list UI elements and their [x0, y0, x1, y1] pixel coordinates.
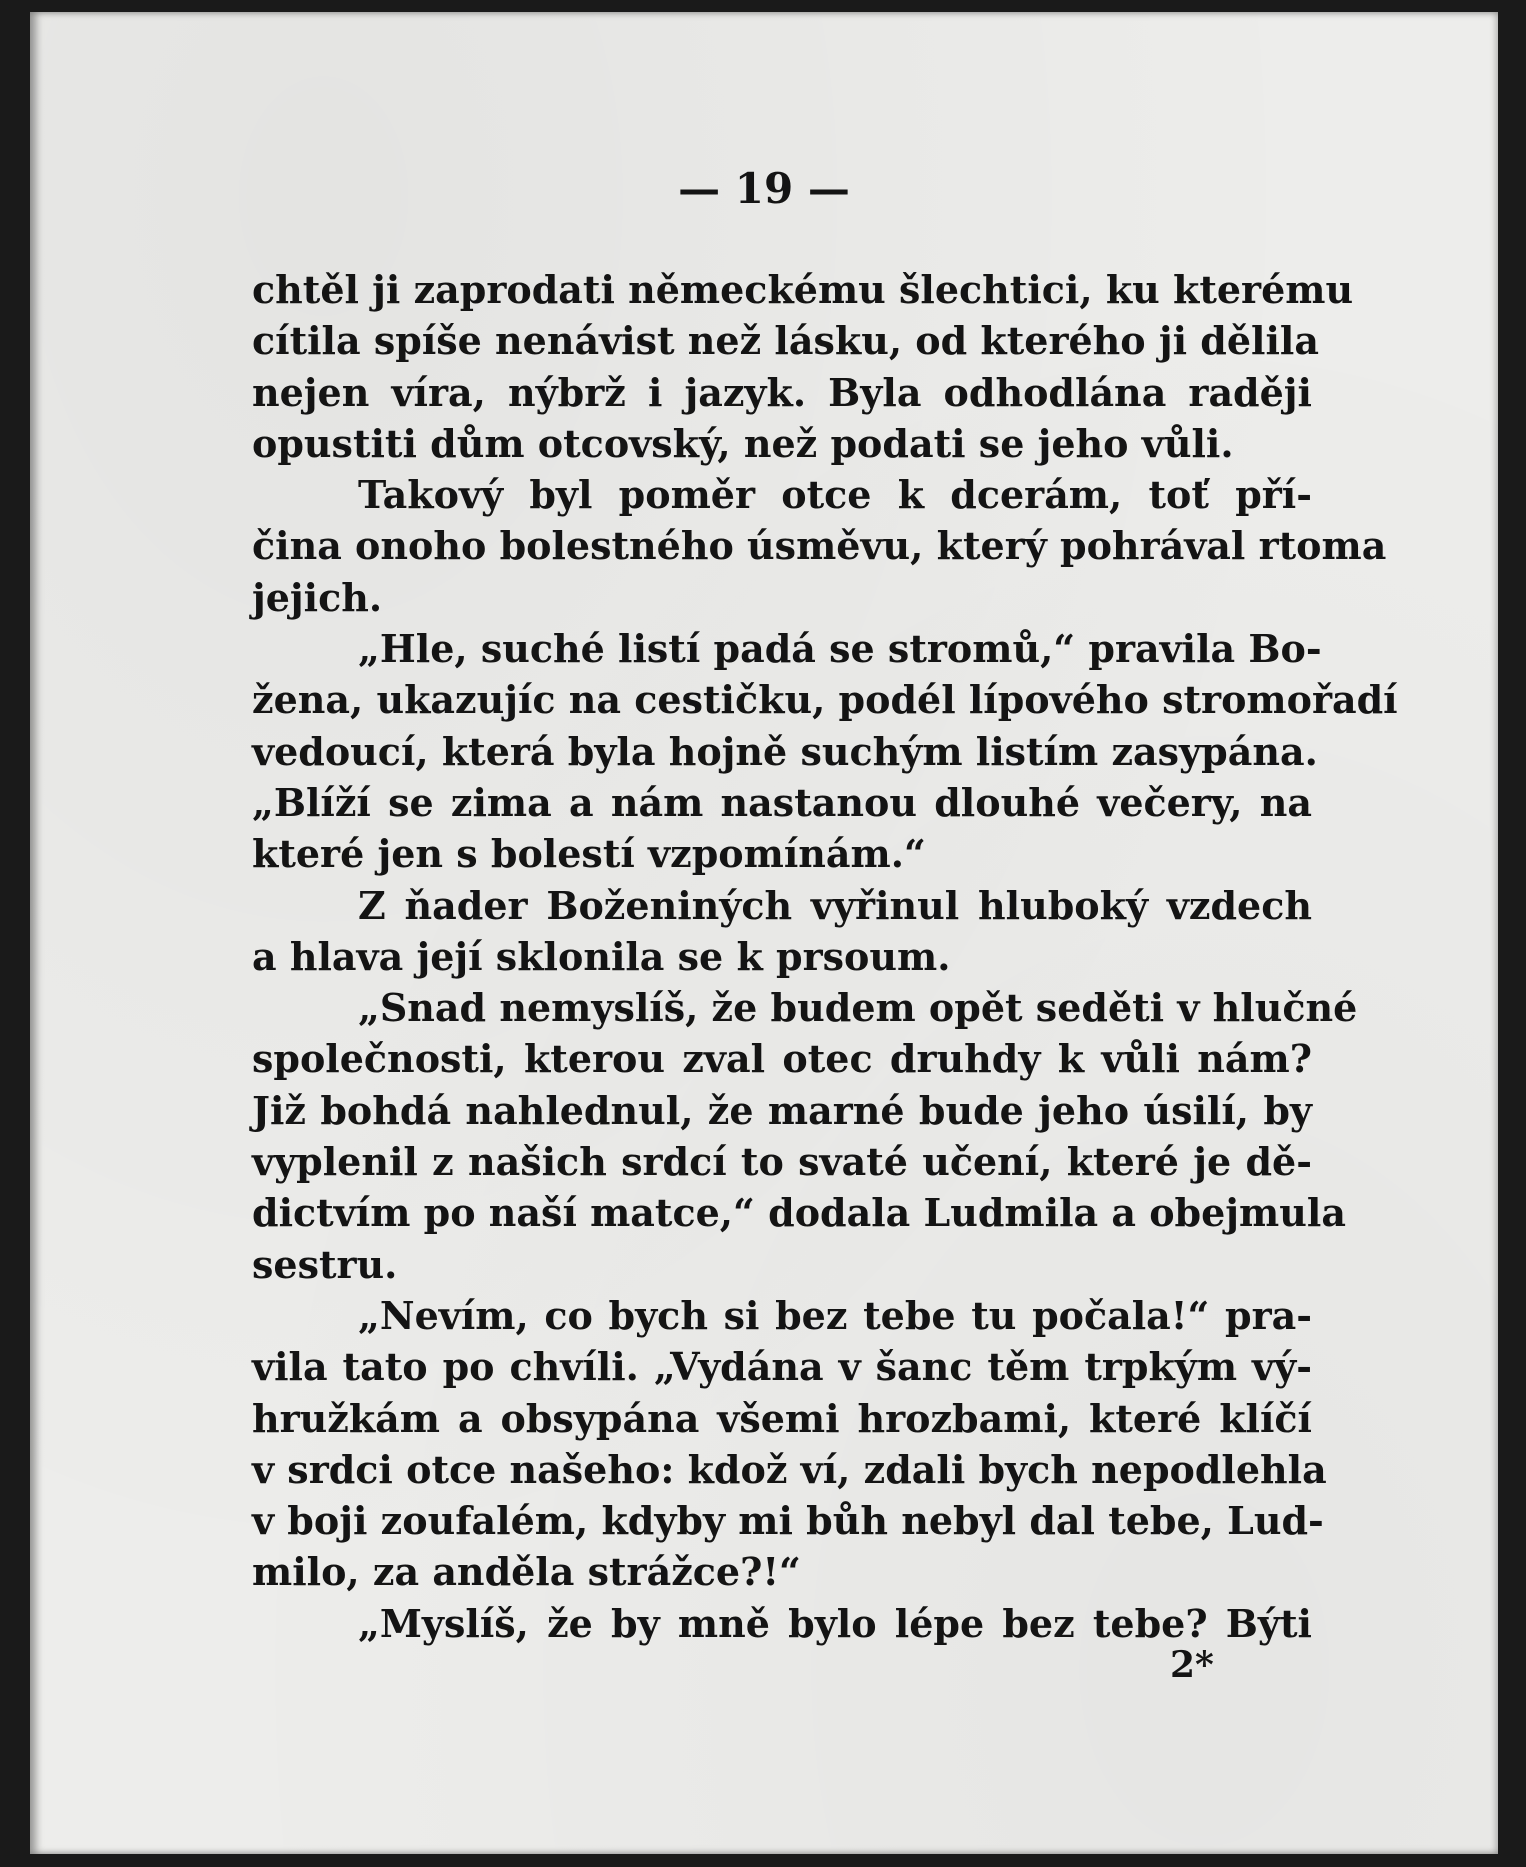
text-line: v boji zoufalém, kdyby mi bůh nebyl dal tebe, Lud- — [252, 1498, 1324, 1544]
text-line: vedoucí, která byla hojně suchým listím zasypána. — [252, 728, 1318, 774]
signature-mark: 2* — [1170, 1644, 1214, 1686]
text-line: a hlava její sklonila se k prsoum. — [252, 933, 951, 979]
text-line: „Blíží se zima a nám nastanou dlouhé večery, na — [252, 779, 1312, 825]
text-line: nejen víra, nýbrž i jazyk. Byla odhodlána raději — [252, 369, 1312, 415]
text-line: „Nevím, co bych si bez tebe tu počala!“ pra- — [358, 1292, 1312, 1338]
text-line: „Snad nemyslíš, že budem opět seděti v hlučné — [358, 985, 1358, 1031]
text-line: společnosti, kterou zval otec druhdy k vůli nám? — [252, 1036, 1312, 1082]
text-line: které jen s bolestí vzpomínám.“ — [252, 831, 926, 877]
book-page — [30, 12, 1498, 1854]
body-text — [252, 264, 1398, 1649]
text-line: milo, za anděla strážce?!“ — [252, 1549, 801, 1595]
text-line: hružkám a obsypána všemi hrozbami, které klíčí — [252, 1395, 1312, 1441]
text-line: žena, ukazujíc na cestičku, podél lípového stromořadí — [252, 677, 1398, 723]
text-line: sestru. — [252, 1241, 398, 1287]
text-line: vyplenil z našich srdcí to svaté učení, které je dě- — [252, 1139, 1312, 1185]
text-line: Takový byl poměr otce k dcerám, toť pří- — [358, 472, 1312, 518]
text-line: čina onoho bolestného úsměvu, který pohrával rtoma — [252, 523, 1387, 569]
text-line: „Hle, suché listí padá se stromů,“ pravila Bo- — [358, 626, 1322, 672]
text-line: Z ňader Boženiných vyřinul hluboký vzdech — [358, 882, 1312, 928]
text-line: v srdci otce našeho: kdož ví, zdali bych nepodlehla — [252, 1446, 1327, 1492]
text-line: „Myslíš, že by mně bylo lépe bez tebe? Býti — [358, 1600, 1312, 1646]
text-line: Již bohdá nahlednul, že marné bude jeho úsilí, by — [252, 1087, 1312, 1133]
text-line: chtěl ji zaprodati německému šlechtici, ku kterému — [252, 267, 1354, 312]
text-line: jejich. — [252, 574, 383, 620]
text-line: cítila spíše nenávist než lásku, od kterého ji dělila — [252, 318, 1319, 364]
page-number: — 19 — — [678, 164, 850, 213]
text-line: opustiti dům otcovský, než podati se jeho vůli. — [252, 420, 1234, 466]
text-line: vila tato po chvíli. „Vydána v šanc těm trpkým vý- — [252, 1344, 1312, 1390]
text-line: dictvím po naší matce,“ dodala Ludmila a obejmula — [252, 1190, 1346, 1236]
